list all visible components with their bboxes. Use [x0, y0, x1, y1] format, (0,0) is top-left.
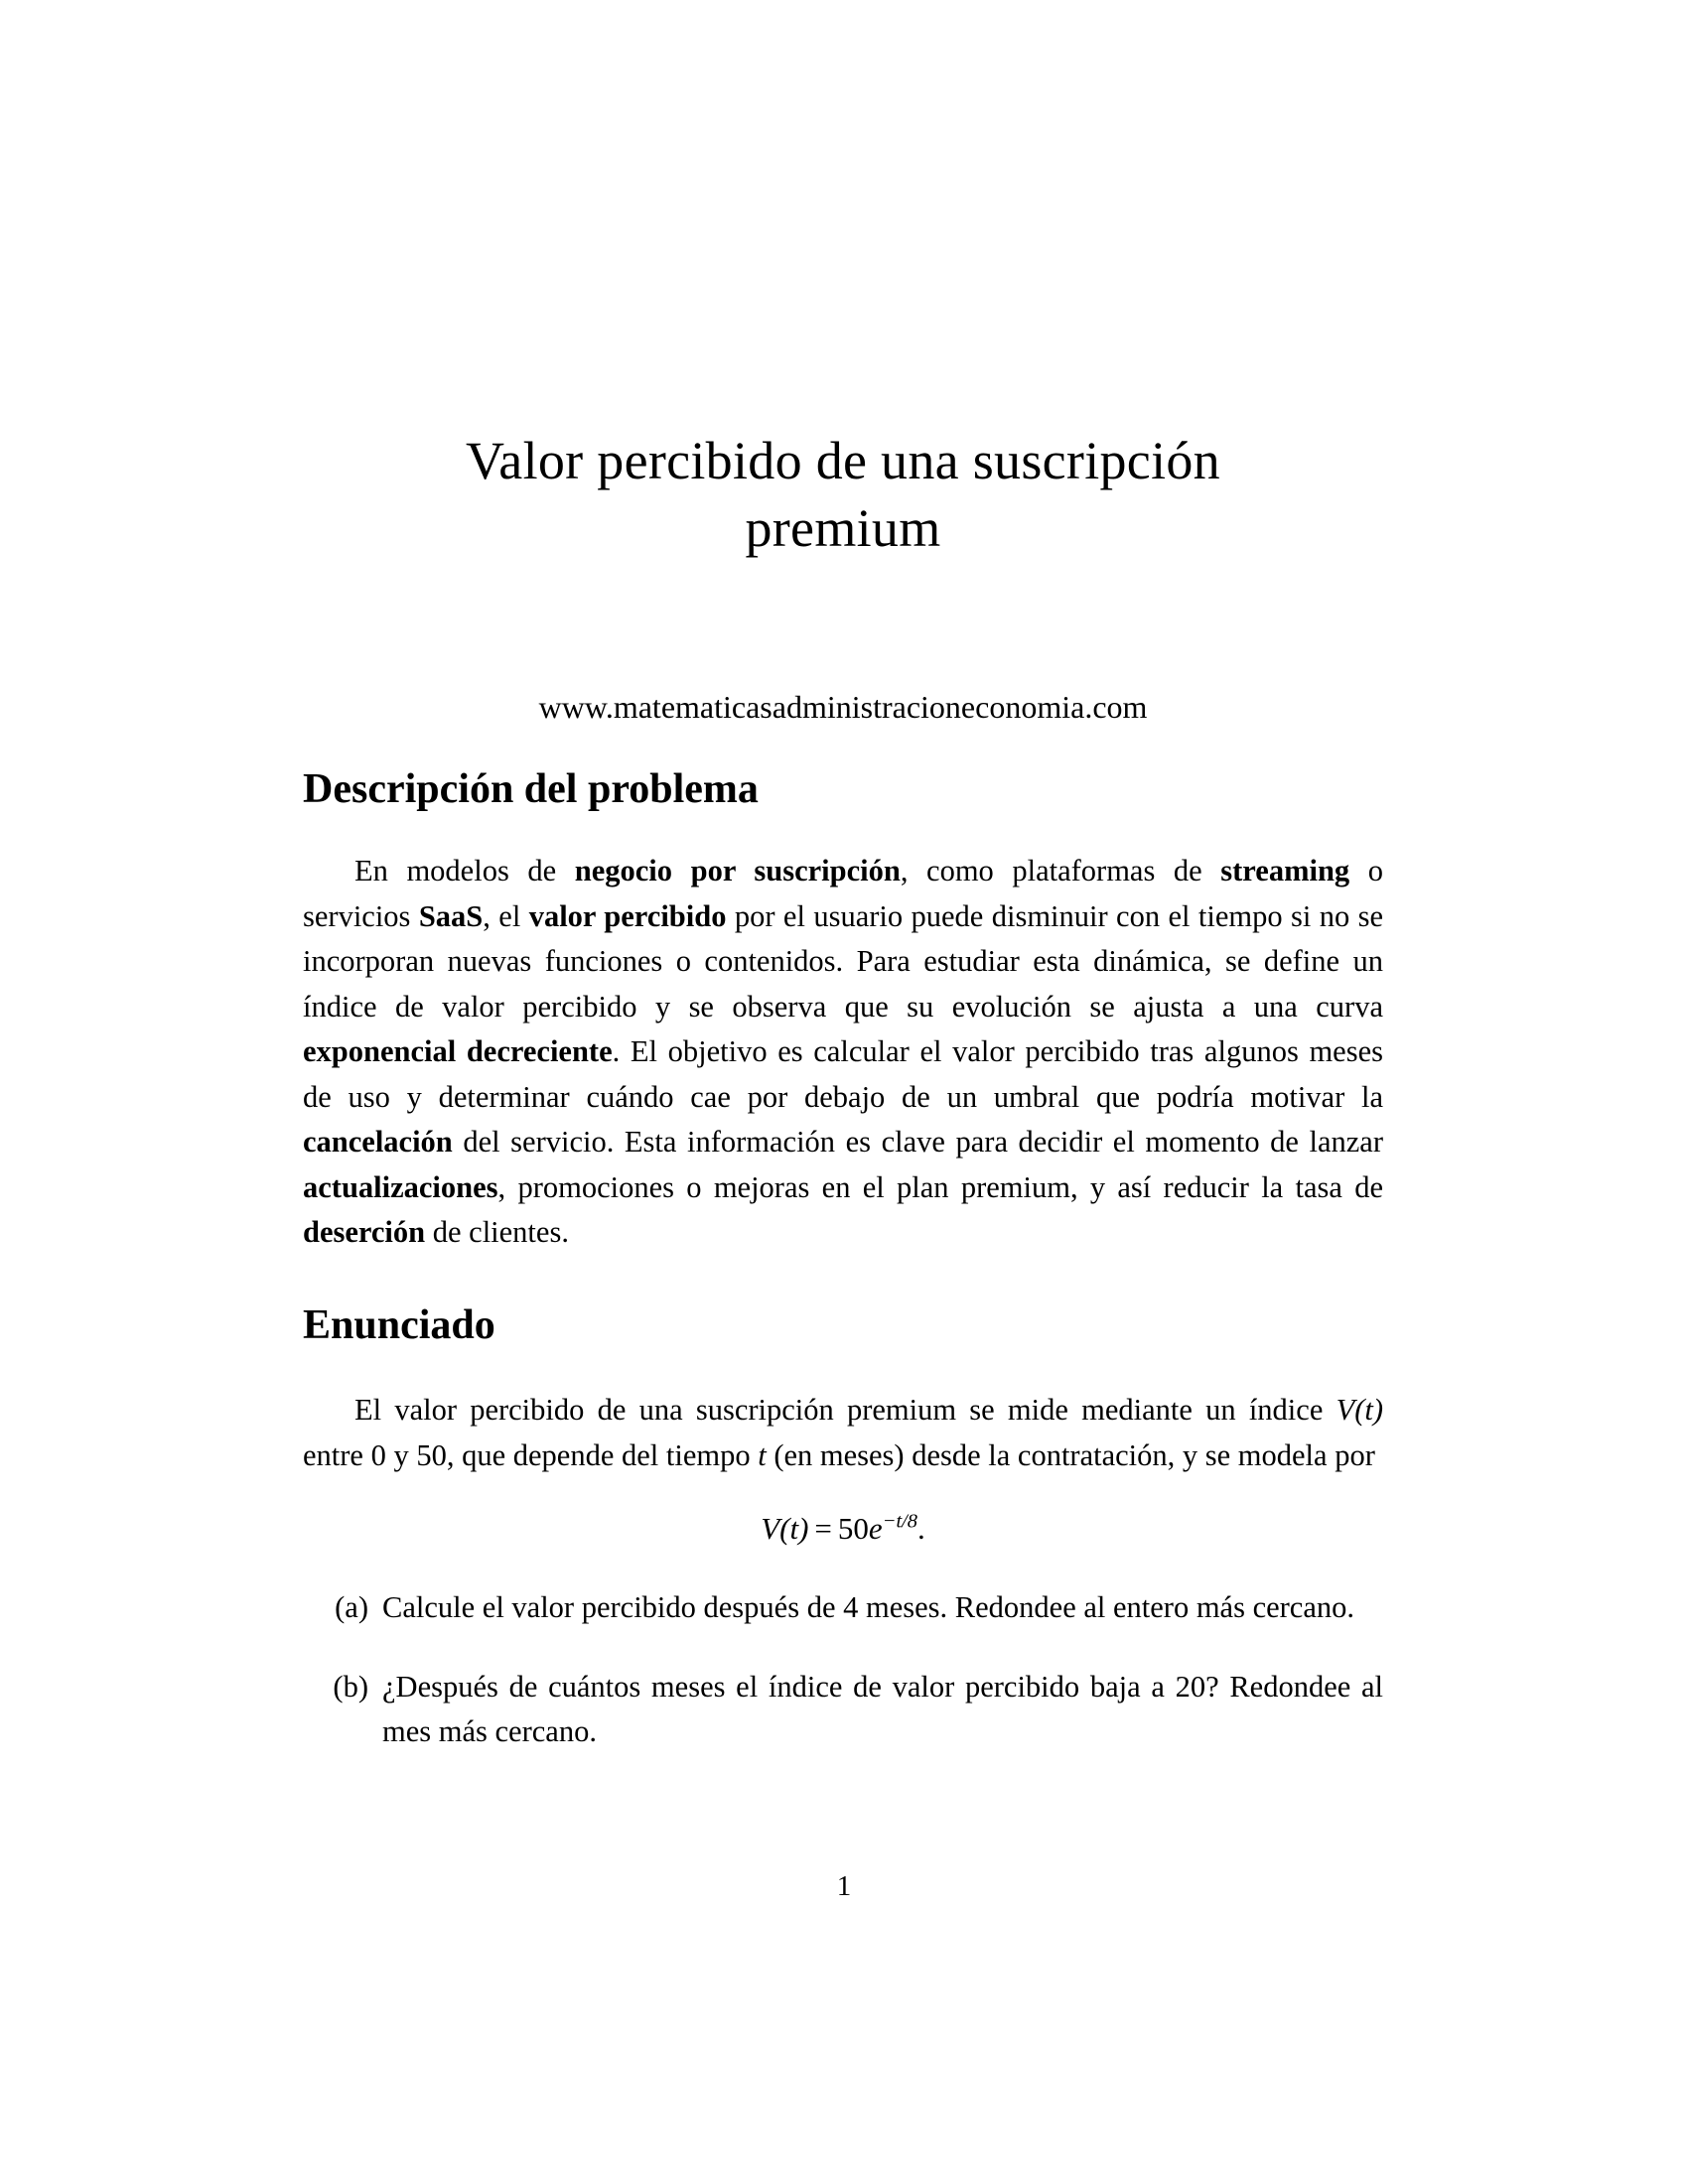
title-line-1: Valor percibido de una suscripción [466, 431, 1220, 490]
list-item [303, 1665, 1383, 1755]
equation-period: . [917, 1511, 925, 1546]
equation-operator: = [814, 1511, 832, 1546]
desc-text-3: o servicios [303, 854, 1384, 933]
section-heading-statement [303, 1300, 1383, 1350]
desc-text-6: . El objetivo es calcular el valor percibido tras algunos meses de uso y determinar cuándo cae por debajo de un umbral que podría motivar la [303, 1034, 1384, 1114]
desc-text-7: del servicio. Esta información es clave para decidir el momento de lanzar [452, 1125, 1383, 1159]
desc-text-4: , el [483, 898, 529, 933]
desc-bold-2: streaming [1220, 854, 1350, 887]
equation-exponent: −t/8 [882, 1510, 918, 1533]
desc-bold-6: cancelación [303, 1125, 453, 1159]
equation-lhs: V(t) [761, 1511, 809, 1546]
title-line-2: premium [745, 498, 941, 558]
item-text-a: Calcule el valor percibido después de 4 meses. Redondee al entero más cercano. [382, 1590, 1355, 1624]
display-equation [303, 1507, 1383, 1551]
enumerated-items [303, 1585, 1383, 1755]
equation-block [303, 1507, 1383, 1551]
desc-bold-4: valor percibido [528, 898, 727, 933]
desc-bold-5: exponencial decreciente [303, 1034, 613, 1068]
subtitle-block [303, 635, 1383, 727]
section-heading-text: Enunciado [303, 1302, 495, 1348]
list-item [303, 1585, 1383, 1631]
item-label-a: (a) [335, 1590, 368, 1624]
item-text-b: ¿Después de cuántos meses el índice de valor percibido baja a 20? Redondee al mes más cercano. [382, 1669, 1383, 1748]
desc-text-9: de clientes. [425, 1215, 569, 1249]
desc-bold-7: actualizaciones [303, 1169, 498, 1204]
desc-bold-3: SaaS [418, 898, 484, 933]
equation-base-e: e [868, 1511, 883, 1546]
page-title [303, 427, 1383, 562]
section-body-statement [303, 1388, 1383, 1478]
variable-t: t [758, 1437, 767, 1472]
desc-text-1: En modelos de [354, 854, 575, 887]
website-subtitle: www.matematicasadministracioneconomia.com [538, 689, 1148, 725]
desc-text-8: , promociones o mejoras en el plan premium, y así reducir la tasa de [497, 1169, 1383, 1204]
desc-text-2: , como plataformas de [900, 854, 1221, 887]
desc-text-5: por el usuario puede disminuir con el tiempo si no se incorporan nuevas funciones o contenidos. Para estudiar esta dinámica, se define un índice de valor percibido y se observa que su evolución se ajusta a una curva [303, 898, 1384, 1024]
variable-V-of-t: V(t) [1336, 1393, 1383, 1427]
page-number: 1 [836, 1870, 852, 1902]
equation-coefficient: 50 [837, 1511, 869, 1546]
section-heading-description [303, 764, 1383, 814]
item-label-b: (b) [333, 1669, 368, 1704]
statement-text-3: (en meses) desde la contratación, y se modela por [766, 1437, 1375, 1472]
statement-paragraph [303, 1388, 1383, 1478]
title-block [303, 427, 1383, 562]
description-paragraph [303, 849, 1383, 1256]
desc-bold-1: negocio por suscripción [574, 854, 901, 887]
statement-text-1: El valor percibido de una suscripción premium se mide mediante un índice [354, 1393, 1336, 1427]
statement-text-2: entre 0 y 50, que depende del tiempo [303, 1437, 759, 1472]
section-heading-text: Descripción del problema [303, 766, 759, 812]
section-body-description [303, 849, 1383, 1256]
desc-bold-8: deserción [303, 1215, 426, 1249]
question-list [303, 1585, 1383, 1755]
